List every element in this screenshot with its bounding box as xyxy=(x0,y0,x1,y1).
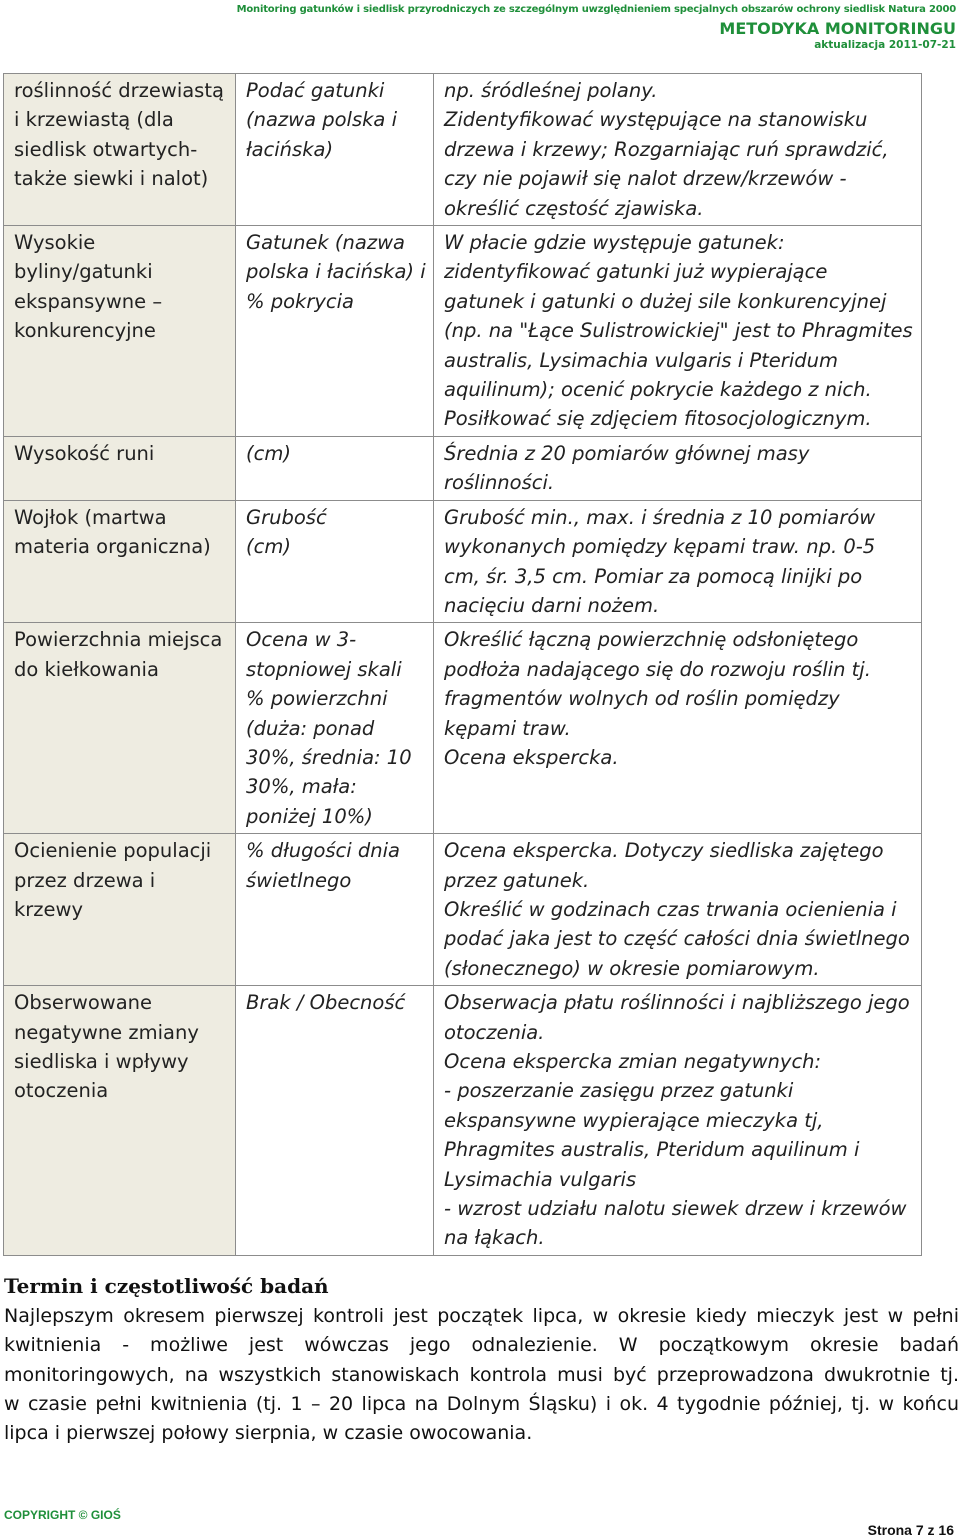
cell-line: Ocienienie populacji xyxy=(14,839,212,863)
cell-line: Gatunek (nazwa xyxy=(246,231,405,255)
cell-line: także siewki i nalot) xyxy=(14,167,209,191)
cell-line: siedlisk otwartych- xyxy=(14,137,198,161)
cell-line: czy nie pojawił się nalot drzew/krzewów - xyxy=(444,167,847,191)
cell-line: fragmentów wolnych od roślin pomiędzy xyxy=(444,687,840,711)
cell-line: na łąkach. xyxy=(444,1226,545,1250)
cell-line: do kiełkowania xyxy=(14,657,159,681)
cell-line: % powierzchni xyxy=(246,687,388,711)
cell-line: % pokrycia xyxy=(246,289,354,313)
cell-line: Wysokie xyxy=(14,231,96,255)
paragraph-line: w czasie pełni kwitnienia (tj. 1 – 20 lipca na Dolnym Śląsku) i ok. 4 tygodnie później, tj. w końcu xyxy=(4,1392,959,1415)
cell-line: i krzewiastą (dla xyxy=(14,108,174,132)
cell-line: Brak / Obecność xyxy=(246,991,406,1015)
cell-line: świetlnego xyxy=(246,868,352,892)
cell-line: Określić łączną powierzchnię odsłoniętego xyxy=(444,628,859,652)
table-row xyxy=(4,436,922,500)
cell-line: - wzrost udziału nalotu siewek drzew i krzewów xyxy=(444,1197,907,1221)
paragraph-line: kwitnienia - możliwe jest wówczas jego odnalezienie. W początkowym okresie badań xyxy=(4,1334,959,1357)
method-cell xyxy=(434,986,922,1256)
cell-line: otoczenia. xyxy=(444,1020,545,1044)
cell-line: Ocena w 3- xyxy=(246,628,357,652)
cell-line: wykonanych pomiędzy kępami traw. np. 0-5 xyxy=(444,535,876,559)
method-cell xyxy=(434,74,922,226)
cell-line: ekspansywne – xyxy=(14,289,163,313)
unit-cell xyxy=(236,500,434,623)
cell-line: drzewa i krzewy; Rozgarniając ruń sprawdzić, xyxy=(444,137,889,161)
cell-line: Phragmites australis, Pteridum aquilinum i xyxy=(444,1138,860,1162)
cell-line: Grubość xyxy=(246,505,327,529)
cell-line: przez drzewa i xyxy=(14,868,156,892)
cell-line: - poszerzanie zasięgu przez gatunki xyxy=(444,1079,794,1103)
cell-line: gatunek i gatunki o dużej sile konkurencyjnej xyxy=(444,289,887,313)
table-row xyxy=(4,500,922,623)
cell-line: (cm) xyxy=(246,535,291,559)
table-row xyxy=(4,834,922,986)
paragraph-line: Najlepszym okresem pierwszej kontroli jest początek lipca, w okresie kiedy mieczyk jest w pełni xyxy=(4,1305,959,1327)
parameter-cell xyxy=(4,436,236,500)
cell-line: podać jaka jest to część całości dnia świetlnego xyxy=(444,927,910,951)
unit-cell xyxy=(236,623,434,834)
cell-line: Ocena ekspercka. Dotyczy siedliska zajętego xyxy=(444,839,884,863)
parameter-cell xyxy=(4,623,236,834)
cell-line: nacięciu darni nożem. xyxy=(444,593,660,617)
unit-cell xyxy=(236,986,434,1256)
paragraph-line: lipca i pierwszej połowy sierpnia, w czasie owocowania. xyxy=(4,1422,533,1445)
cell-line: aquilinum); ocenić pokrycie każdego z nich. xyxy=(444,378,872,402)
cell-line: Podać gatunki xyxy=(246,79,385,102)
cell-line: (słonecznego) w okresie pomiarowym. xyxy=(444,956,820,980)
cell-line: zidentyfikować gatunki już wypierające xyxy=(444,260,828,284)
table-row xyxy=(4,226,922,437)
cell-line: (nazwa polska i xyxy=(246,108,397,132)
cell-line: Wojłok (martwa xyxy=(14,505,167,529)
section-paragraph xyxy=(4,1302,959,1448)
cell-line: krzewy xyxy=(14,897,84,921)
copyright-notice: COPYRIGHT © GIOŚ xyxy=(4,1508,121,1522)
monitoring-parameters-table xyxy=(3,73,922,1256)
cell-line: australis, Lysimachia vulgaris i Pteridum xyxy=(444,348,838,372)
cell-line: Lysimachia vulgaris xyxy=(444,1167,637,1191)
cell-line: łacińska) xyxy=(246,137,334,161)
cell-line: (cm) xyxy=(246,441,291,465)
parameter-cell xyxy=(4,834,236,986)
table-row xyxy=(4,986,922,1256)
method-cell xyxy=(434,834,922,986)
parameter-cell xyxy=(4,986,236,1256)
method-cell xyxy=(434,623,922,834)
cell-line: Grubość min., max. i średnia z 10 pomiarów xyxy=(444,505,876,529)
cell-line: określić częstość zjawiska. xyxy=(444,196,704,220)
cell-line: stopniowej skali xyxy=(246,657,402,681)
cell-line: polska i łacińska) i xyxy=(246,260,426,284)
cell-line: (np. na "Łące Sulistrowickiej" jest to Phragmites xyxy=(444,319,913,343)
cell-line: Ocena ekspercka. xyxy=(444,745,619,769)
parameter-cell xyxy=(4,74,236,226)
cell-line: Ocena ekspercka zmian negatywnych: xyxy=(444,1050,822,1073)
method-cell xyxy=(434,436,922,500)
cell-line: Obserwacja płatu roślinności i najbliższego jego xyxy=(444,991,910,1015)
cell-line: Zidentyfikować występujące na stanowisku xyxy=(444,108,868,132)
cell-line: roślinności. xyxy=(444,471,555,495)
page-number: Strona 7 z 16 xyxy=(867,1522,954,1538)
header-series-title: Monitoring gatunków i siedlisk przyrodniczych ze szczególnym uwzględnieniem specjalnych obszarów ochrony siedlisk Natura 2000 xyxy=(236,4,956,15)
cell-line: poniżej 10%) xyxy=(246,804,373,828)
cell-line: Średnia z 20 pomiarów głównej masy xyxy=(444,441,810,465)
method-cell xyxy=(434,226,922,437)
unit-cell xyxy=(236,834,434,986)
parameter-cell xyxy=(4,500,236,623)
header-update-date: aktualizacja 2011-07-21 xyxy=(814,39,956,51)
cell-line: Powierzchnia miejsca xyxy=(14,628,223,652)
cell-line: negatywne zmiany xyxy=(14,1020,199,1044)
cell-line: (duża: ponad xyxy=(246,716,375,740)
unit-cell xyxy=(236,74,434,226)
cell-line: podłoża nadającego się do rozwoju roślin tj. xyxy=(444,657,871,681)
cell-line: przez gatunek. xyxy=(444,868,590,892)
unit-cell xyxy=(236,226,434,437)
cell-line: ekspansywne wypierające mieczyka tj, xyxy=(444,1108,824,1132)
cell-line: Określić w godzinach czas trwania ocienienia i xyxy=(444,897,897,921)
table-row xyxy=(4,623,922,834)
cell-line: siedliska i wpływy xyxy=(14,1050,189,1073)
table-row xyxy=(4,74,922,226)
cell-line: konkurencyjne xyxy=(14,319,156,343)
parameter-cell xyxy=(4,226,236,437)
section-heading: Termin i częstotliwość badań xyxy=(4,1274,329,1298)
unit-cell xyxy=(236,436,434,500)
cell-line: materia organiczna) xyxy=(14,535,211,559)
cell-line: byliny/gatunki xyxy=(14,260,153,284)
header-document-title: METODYKA MONITORINGU xyxy=(719,19,956,38)
cell-line: Wysokość runi xyxy=(14,441,155,465)
method-cell xyxy=(434,500,922,623)
cell-line: 30%, mała: xyxy=(246,775,357,799)
cell-line: kępami traw. xyxy=(444,716,571,740)
cell-line: W płacie gdzie występuje gatunek: xyxy=(444,231,785,255)
cell-line: np. śródleśnej polany. xyxy=(444,79,658,102)
cell-line: cm, śr. 3,5 cm. Pomiar za pomocą linijki po xyxy=(444,564,863,588)
cell-line: % długości dnia xyxy=(246,839,400,863)
cell-line: Obserwowane xyxy=(14,991,153,1015)
cell-line: Posiłkować się zdjęciem fitosocjologicznym. xyxy=(444,407,872,431)
cell-line: roślinność drzewiastą xyxy=(14,79,224,102)
cell-line: otoczenia xyxy=(14,1079,109,1103)
paragraph-line: monitoringowych, na wszystkich stanowiskach kontrola musi być przeprowadzona dwukrotnie tj. xyxy=(4,1363,959,1386)
cell-line: 30%, średnia: 10 xyxy=(246,745,412,769)
